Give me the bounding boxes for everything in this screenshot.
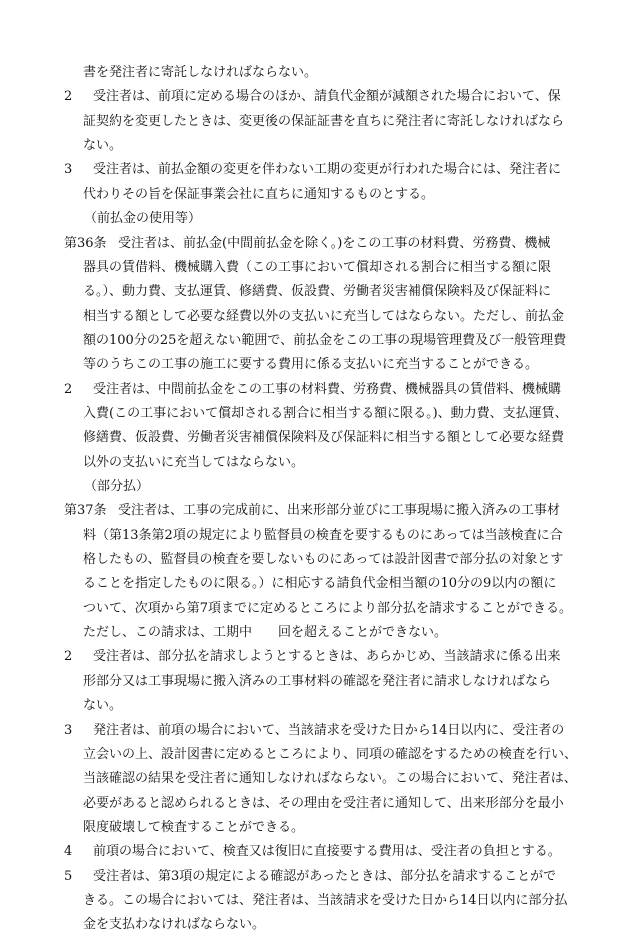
line-text: 形部分又は工事現場に搬入済みの工事材料の確認を発注者に請求しなければなら bbox=[83, 673, 552, 689]
line-text: 器具の賃借料、機械購入費（この工事において償却される割合に相当する額に限 bbox=[83, 259, 552, 275]
text-line bbox=[0, 451, 630, 475]
text-line bbox=[0, 183, 630, 207]
line-text: 受注者は、中間前払金をこの工事の材料費、労務費、機械器具の賃借料、機械購 bbox=[93, 381, 562, 397]
text-line bbox=[0, 743, 630, 767]
text-line bbox=[0, 85, 630, 109]
line-text: 料（第13条第2項の規定により監督員の検査を要するものにあっては当該検査に合 bbox=[83, 527, 563, 543]
line-text: 入費(この工事において償却される割合に相当する額に限る。)、動力費、支払運賃、 bbox=[83, 405, 568, 421]
text-line bbox=[0, 280, 630, 304]
text-line bbox=[0, 426, 630, 450]
paragraph-number: 4 bbox=[64, 844, 73, 860]
text-line bbox=[0, 134, 630, 158]
text-line bbox=[0, 792, 630, 816]
line-text: 当該確認の結果を受注者に通知しなければならない。この場合において、発注者は、 bbox=[83, 771, 577, 787]
line-text: 代わりその旨を保証事業会社に直ちに通知するものとする。 bbox=[83, 186, 435, 202]
paragraph-number: 2 bbox=[64, 381, 73, 397]
line-text: 書を発注者に寄託しなければならない。 bbox=[83, 65, 318, 80]
paragraph-number: 5 bbox=[64, 868, 73, 884]
line-text: る。）、動力費、支払運賃、修繕費、仮設費、労働者災害補償保険料及び保証料に bbox=[83, 284, 552, 300]
text-line bbox=[0, 110, 630, 134]
text-line bbox=[0, 158, 630, 182]
line-text: 受注者は、前払金額の変更を伴わない工期の変更が行われた場合には、発注者に bbox=[93, 162, 562, 178]
line-text: 相当する額として必要な経費以外の支払いに充当してはならない。ただし、前払金 bbox=[83, 308, 565, 324]
text-line bbox=[0, 840, 630, 864]
line-text: ない。 bbox=[83, 698, 123, 714]
line-text: 受注者は、工事の完成前に、出来形部分並びに工事現場に搬入済みの工事材 bbox=[118, 503, 561, 519]
line-text: 限度破壊して検査することができる。 bbox=[83, 819, 305, 835]
text-line bbox=[0, 865, 630, 889]
line-text: 等のうちこの工事の施工に要する費用に係る支払いに充当することができる。 bbox=[83, 357, 539, 373]
heading-text: （部分払） bbox=[84, 479, 150, 494]
paragraph-number: 2 bbox=[64, 89, 73, 105]
text-line bbox=[0, 572, 630, 596]
line-text: 発注者は、前項の場合において、当該請求を受けた日から14日以内に、受注者の bbox=[93, 722, 565, 738]
text-line bbox=[0, 621, 630, 645]
section-heading bbox=[0, 207, 630, 231]
text-line bbox=[0, 767, 630, 791]
text-line bbox=[0, 889, 630, 913]
text-line bbox=[0, 524, 630, 548]
line-text: ただし、この請求は、工期中 回を超えることができない。 bbox=[83, 625, 448, 641]
text-line bbox=[0, 378, 630, 402]
paragraph-number: 3 bbox=[64, 162, 73, 178]
text-line bbox=[0, 694, 630, 718]
text-line bbox=[0, 402, 630, 426]
line-text: 格したもの、監督員の検査を要しないものにあっては設計図書で部分払の対象とす bbox=[83, 552, 564, 567]
text-line bbox=[0, 232, 630, 256]
line-text: ない。 bbox=[83, 138, 123, 154]
section-heading bbox=[0, 475, 630, 499]
line-text: 前項の場合において、検査又は復旧に直接要する費用は、受注者の負担とする。 bbox=[93, 844, 561, 860]
paragraph-number: 3 bbox=[64, 722, 73, 738]
article-number: 第37条 bbox=[64, 503, 107, 519]
text-line bbox=[0, 597, 630, 621]
text-line bbox=[0, 719, 630, 743]
line-text: 証契約を変更したときは、変更後の保証証書を直ちに発注者に寄託しなければなら bbox=[83, 113, 565, 129]
line-text: 以外の支払いに充当してはならない。 bbox=[83, 454, 305, 470]
text-line bbox=[0, 499, 630, 523]
text-line bbox=[0, 305, 630, 329]
text-line bbox=[0, 548, 630, 572]
text-line bbox=[0, 256, 630, 280]
line-text: 受注者は、部分払を請求しようとするときは、あらかじめ、当該請求に係る出来 bbox=[93, 649, 561, 665]
line-text: 必要があると認められるときは、その理由を受注者に通知して、出来形部分を最小 bbox=[83, 795, 564, 811]
line-text: 受注者は、第3項の規定による確認があったときは、部分払を請求することがで bbox=[93, 868, 557, 884]
line-text: 修繕費、仮設費、労働者災害補償保険料及び保証料に相当する額として必要な経費 bbox=[83, 430, 565, 446]
heading-text: （前払金の使用等） bbox=[84, 211, 202, 227]
line-text: 額の100分の25を超えない範囲で、前払金をこの工事の現場管理費及び一般管理費 bbox=[83, 332, 567, 348]
line-text: きる。この場合においては、発注者は、当該請求を受けた日から14日以内に部分払 bbox=[83, 892, 568, 908]
text-line bbox=[0, 913, 630, 937]
line-text: ついて、次項から第7項までに定めるところにより部分払を請求することができる。 bbox=[83, 600, 573, 616]
line-text: ることを指定したものに限る。）に相応する請負代金相当額の10分の9以内の額に bbox=[83, 576, 557, 592]
paragraph-number: 2 bbox=[64, 649, 73, 665]
text-line bbox=[0, 353, 630, 377]
line-text: 金を支払わなければならない。 bbox=[83, 917, 266, 933]
text-line bbox=[0, 61, 630, 85]
line-text: 受注者は、前払金(中間前払金を除く。)をこの工事の材料費、労務費、機械 bbox=[118, 235, 551, 251]
text-line bbox=[0, 816, 630, 840]
text-line bbox=[0, 329, 630, 353]
line-text: 立会いの上、設計図書に定めるところにより、同項の確認をするための検査を行い、 bbox=[83, 746, 578, 762]
line-text: 受注者は、前項に定める場合のほか、請負代金額が減額された場合において、保 bbox=[93, 89, 561, 105]
text-line bbox=[0, 645, 630, 669]
text-line bbox=[0, 670, 630, 694]
article-number: 第36条 bbox=[64, 235, 107, 251]
